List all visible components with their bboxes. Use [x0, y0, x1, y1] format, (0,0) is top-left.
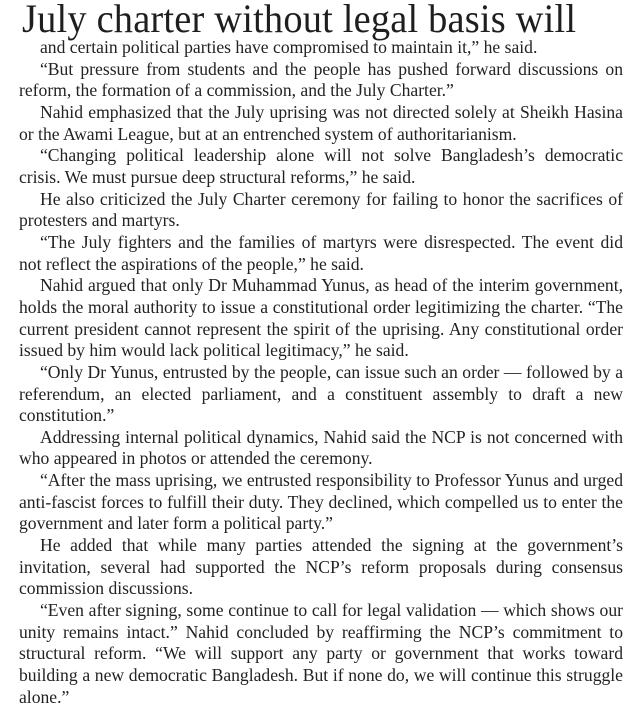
- paragraph: Nahid argued that only Dr Muhammad Yunus, as head of the interim government, holds the moral authority to issue a constitutional order legitimizing the charter. “The current president cannot represent the spirit of the uprising. Any constitutional order issued by him would lack political legitimacy,” he said.: [19, 275, 623, 361]
- paragraph: Nahid emphasized that the July uprising was not directed solely at Sheikh Hasina or the Awami League, but at an entrenched system of authoritarianism.: [19, 101, 623, 144]
- paragraph: “But pressure from students and the people has pushed forward discussions on reform, the formation of a commission, and the July Charter.”: [19, 58, 623, 101]
- paragraph: “Even after signing, some continue to call for legal validation — which shows our unity remains intact.” Nahid concluded by reaffirming the NCP’s commitment to structural reform. “We will support any party or government that works toward building a new democratic Bangladesh. But if none do, we will continue this struggle alone.”: [19, 600, 623, 707]
- paragraph: He also criticized the July Charter ceremony for failing to honor the sacrifices of protesters and martyrs.: [19, 188, 623, 231]
- article-body: [19, 37, 623, 708]
- paragraph: “Only Dr Yunus, entrusted by the people, can issue such an order — followed by a referendum, an elected parliament, and a constituent assembly to draft a new constitution.”: [19, 361, 623, 426]
- paragraph: Addressing internal political dynamics, Nahid said the NCP is not concerned with who appeared in photos or attended the ceremony.: [19, 426, 623, 469]
- paragraph: “After the mass uprising, we entrusted responsibility to Professor Yunus and urged anti-fascist forces to fulfill their duty. They declined, which compelled us to enter the government and later form a political party.”: [19, 470, 623, 534]
- paragraph-continued: and certain political parties have compromised to maintain it,” he said.: [40, 37, 538, 57]
- paragraph: “The July fighters and the families of martyrs were disrespected. The event did not reflect the aspirations of the people,” he said.: [19, 231, 623, 274]
- headline: July charter without legal basis will: [22, 0, 577, 41]
- paragraph: “Changing political leadership alone will not solve Bangladesh’s democratic crisis. We must pursue deep structural reforms,” he said.: [19, 145, 623, 187]
- paragraph: He added that while many parties attended the signing at the government’s invitation, several had supported the NCP’s reform proposals during consensus commission discussions.: [19, 535, 623, 599]
